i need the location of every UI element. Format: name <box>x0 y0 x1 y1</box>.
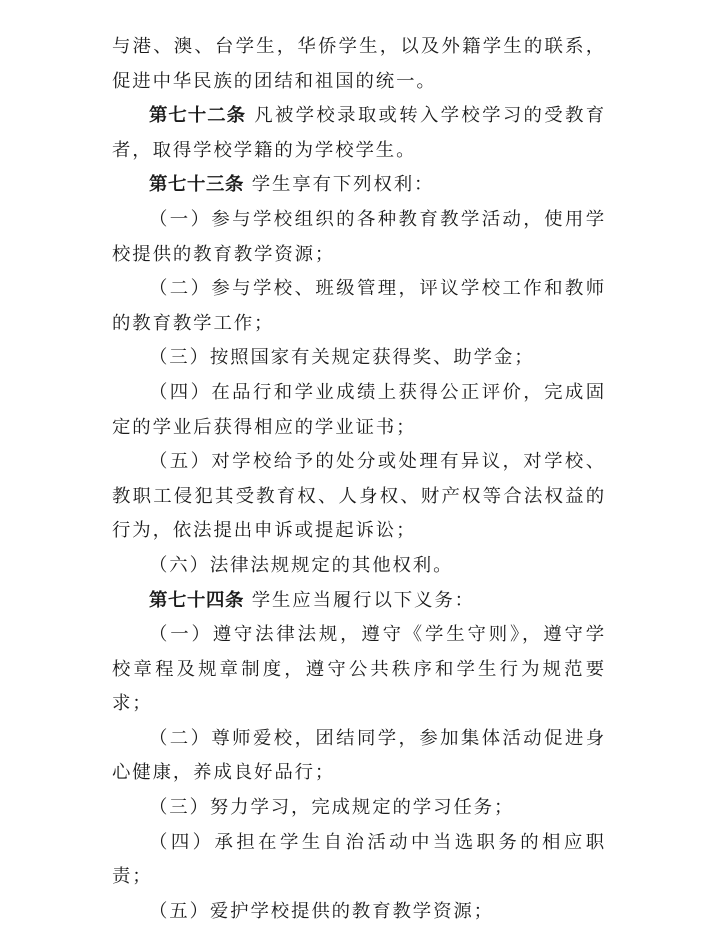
paragraph-text: （三）努力学习，完成规定的学习任务； <box>149 797 515 819</box>
list-item <box>112 203 606 272</box>
list-item <box>112 376 606 445</box>
paragraph-text: 与港、澳、台学生，华侨学生，以及外籍学生的联系，促进中华民族的团结和祖国的统一。 <box>112 36 606 92</box>
paragraph-text: （一）遵守法律法规，遵守《学生守则》，遵守学校章程及规章制度，遵守公共秩序和学生行为规范要求； <box>112 624 606 715</box>
paragraph-text: （三）按照国家有关规定获得奖、助学金； <box>149 347 535 369</box>
article-heading: 第七十三条 <box>149 174 244 196</box>
paragraph-text: 学生应当履行以下义务： <box>243 589 475 611</box>
list-item <box>112 549 606 584</box>
paragraph-text: （六）法律法规规定的其他权利。 <box>149 554 454 576</box>
paragraph-continuation <box>112 30 606 99</box>
paragraph-text: 学生享有下列权利： <box>243 174 435 196</box>
list-item <box>112 341 606 376</box>
article-heading: 第七十二条 <box>149 105 247 127</box>
list-item <box>112 826 606 895</box>
paragraph-text: （五）对学校给予的处分或处理有异议，对学校、教职工侵犯其受教育权、人身权、财产权等合法权益的行为，依法提出申诉或提起诉讼； <box>112 451 606 542</box>
paragraph-text: （二）参与学校、班级管理，评议学校工作和教师的教育教学工作； <box>112 278 606 334</box>
list-item <box>112 272 606 341</box>
paragraph-text: （五）爱护学校提供的教育教学资源； <box>149 900 494 922</box>
list-item <box>112 791 606 826</box>
list-item <box>112 895 606 929</box>
paragraph-text: （二）尊师爱校，团结同学，参加集体活动促进身心健康，养成良好品行； <box>112 727 606 784</box>
article-heading: 第七十四条 <box>149 589 244 611</box>
list-item <box>112 445 606 549</box>
paragraph-text: 凡被学校录取或转入学校学习的受教育者，取得学校学籍的为学校学生。 <box>112 105 606 161</box>
list-item <box>112 722 606 791</box>
paragraph-text: （四）承担在学生自治活动中当选职务的相应职责； <box>112 831 606 888</box>
article-74 <box>112 584 606 619</box>
list-item <box>112 618 606 722</box>
paragraph-text: （四）在品行和学业成绩上获得公正评价，完成固定的学业后获得相应的学业证书； <box>112 381 606 438</box>
article-73 <box>112 168 606 203</box>
paragraph-text: （一）参与学校组织的各种教育教学活动，使用学校提供的教育教学资源； <box>112 208 606 265</box>
article-72 <box>112 99 606 168</box>
